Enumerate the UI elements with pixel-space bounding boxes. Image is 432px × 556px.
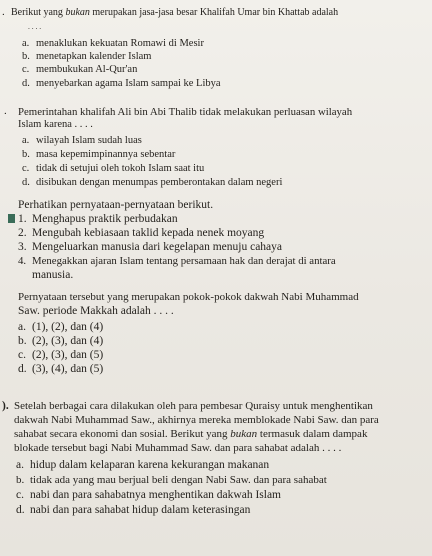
question-3-question-continuation: Saw. periode Makkah adalah . . . .	[18, 305, 174, 317]
question-4-option-a: a. hidup dalam kelaparan karena kekurangan makanan	[16, 459, 270, 471]
question-2-option-c: c. tidak di setujui oleh tokoh Islam saat itu	[22, 163, 205, 174]
question-4-option-b: b. tidak ada yang mau berjual beli dengan Nabi Saw. dan para sahabat	[16, 474, 327, 486]
question-4-stem-line-3: sahabat secara ekonomi dan sosial. Berikut yang bukan termasuk dalam dampak	[14, 428, 368, 440]
question-1-stem: Berikut yang bukan merupakan jasa-jasa besar Khalifah Umar bin Khattab adalah	[11, 7, 339, 18]
question-4-stem-line-1: Setelah berbagai cara dilakukan oleh para pembesar Quraisy untuk menghentikan	[14, 400, 373, 412]
highlight-marker	[8, 214, 15, 223]
question-3-option-c: c. (2), (3), dan (5)	[18, 349, 104, 361]
question-2-option-d: d. disibukan dengan menumpas pemberontakan dalam negeri	[22, 177, 283, 188]
question-2-option-b: b. masa kepemimpinannya sebentar	[22, 149, 176, 160]
question-3-option-d: d. (3), (4), dan (5)	[18, 363, 104, 375]
question-3-intro: Perhatikan pernyataan-pernyataan berikut.	[18, 199, 214, 211]
question-3-statement-3: 3. Mengeluarkan manusia dari kegelapan menuju cahaya	[18, 241, 283, 253]
question-2-stem: Pemerintahan khalifah Ali bin Abi Thalib tidak melakukan perluasan wilayah	[18, 106, 353, 118]
question-3-option-a: a. (1), (2), dan (4)	[18, 321, 104, 333]
question-1-option-b: b. menetapkan kalender Islam	[22, 51, 152, 62]
question-1-option-a: a. menaklukan kekuatan Romawi di Mesir	[22, 38, 204, 49]
question-3-statement-2: 2. Mengubah kebiasaan taklid kepada nenek moyang	[18, 227, 265, 239]
question-1-stem-continuation: . . . .	[28, 22, 42, 31]
question-3-option-b: b. (2), (3), dan (4)	[18, 335, 104, 347]
question-2-option-a: a. wilayah Islam sudah luas	[22, 135, 142, 146]
question-4-option-d: d. nabi dan para sahabat hidup dalam keterasingan	[16, 504, 251, 516]
question-4-stem-line-4: blokade tersebut bagi Nabi Muhammad Saw. dan para sahabat adalah . . . .	[14, 442, 342, 454]
question-4-option-c: c. nabi dan para sahabatnya menghentikan dakwah Islam	[16, 489, 281, 501]
question-2-stem-continuation: Islam karena . . . .	[18, 119, 93, 130]
question-3-question: Pernyataan tersebut yang merupakan pokok-pokok dakwah Nabi Muhammad	[18, 291, 359, 303]
question-1-option-d: d. menyebarkan agama Islam sampai ke Libya	[22, 78, 221, 89]
question-3-statement-4-continuation: manusia.	[32, 269, 74, 281]
question-1-option-c: c. membukukan Al-Qur'an	[22, 64, 138, 75]
question-4-number: ).	[2, 400, 9, 412]
question-1-bullet: .	[2, 6, 5, 18]
question-3-statement-1: 1. Menghapus praktik perbudakan	[18, 213, 178, 225]
question-4-stem-line-2: dakwah Nabi Muhammad Saw., akhirnya mereka memblokade Nabi Saw. dan para	[14, 414, 379, 426]
question-2-bullet: .	[4, 105, 7, 117]
question-3-statement-4: 4. Menegakkan ajaran Islam tentang persamaan hak dan derajat di antara	[18, 255, 336, 267]
